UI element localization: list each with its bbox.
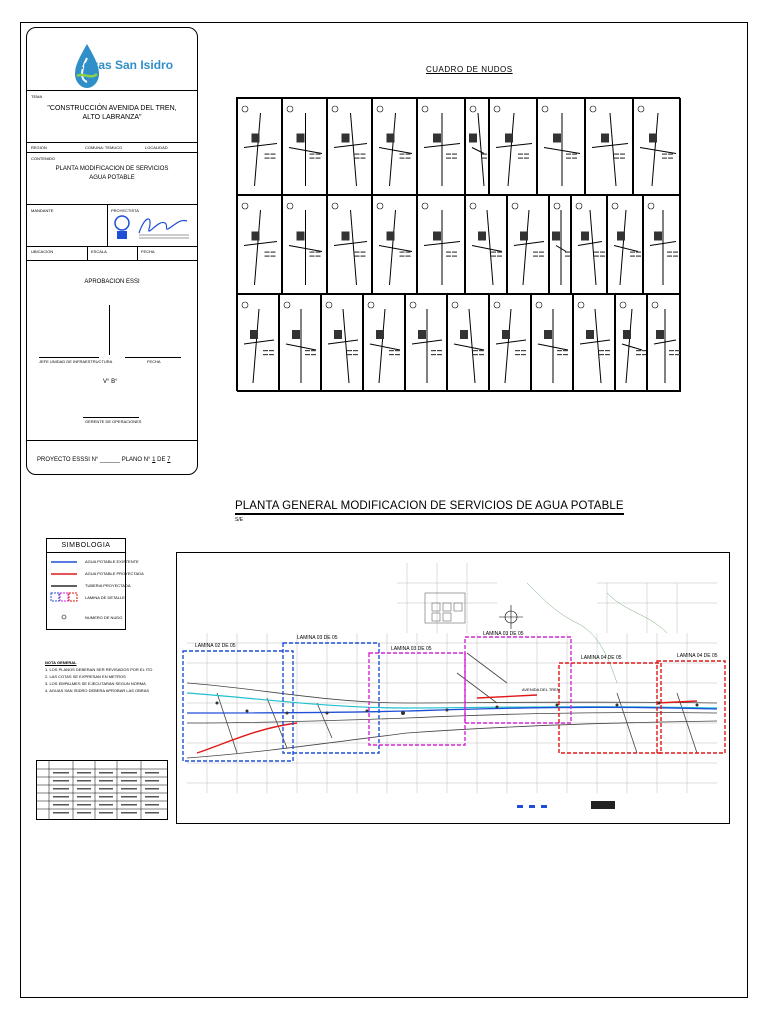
nudo-cell <box>643 195 681 294</box>
ubicacion-row: UBICACION ESCALA FECHA <box>27 246 197 260</box>
plan-drawing <box>176 552 730 824</box>
professional-seal-icon <box>111 213 133 241</box>
nudo-cell <box>549 195 571 294</box>
lamina-label: LAMINA 03 DE 05 <box>391 646 432 652</box>
nudo-cell <box>405 294 447 392</box>
nudo-cell <box>417 98 465 195</box>
street-label: AVENIDA DEL TREN <box>522 687 560 692</box>
brand-name: Aguas San Isidro <box>75 58 174 72</box>
mandante-section: MANDANTE PROYECTISTA <box>27 204 197 246</box>
nudo-cell <box>615 294 647 392</box>
lamina-label: LAMINA 04 DE 05 <box>581 655 622 661</box>
nudo-cell <box>372 195 417 294</box>
nudo-cell <box>537 98 585 195</box>
contenido-section: CONTENIDO PLANTA MODIFICACION DE SERVICIOS AGUA POTABLE <box>27 152 197 204</box>
title-block <box>26 27 198 475</box>
nudo-cell <box>237 294 279 392</box>
nota-general: NOTA GENERAL 1. LOS PLANOS DEBERAN SER REVISADOS POR EL ITO 2. LAS COTAS SE EXPRESAN EN METROS 3. LOS EMPALMES SE EJECUTARAN SEGUN NORMA 4. AGUAS SAN ISIDRO DEBERA APROBAR LAS OBRAS <box>45 660 153 693</box>
nudos-table <box>236 97 680 391</box>
proyecto-row: PROYECTO ESSSI N° ______ PLANO N° 1 DE 7 <box>27 440 197 475</box>
nudo-cell <box>321 294 363 392</box>
nudo-cell <box>465 195 507 294</box>
nudo-cell <box>489 98 537 195</box>
nudo-cell <box>372 98 417 195</box>
nudo-cell <box>571 195 607 294</box>
project-name: "CONSTRUCCIÓN AVENIDA DEL TREN, <box>47 105 177 112</box>
simbologia-legend: SIMBOLOGIA AGUA POTABLE EXISTENTE AGUA POTABLE PROYECTADA TUBERIA PROYECTADA LAMINA DE DETALLE NUMERO DE NUDO <box>46 538 126 630</box>
scale-bar <box>517 805 547 808</box>
lamina-label: LAMINA 03 DE 05 <box>297 635 338 641</box>
nudo-cell <box>237 195 282 294</box>
nudos-title: CUADRO DE NUDOS <box>426 65 513 74</box>
aprobacion-section: APROBACION ESSI JEFE UNIDAD DE INFRAESTRUCTURA FECHA V° B° GERENTE DE OPERACIONES <box>27 260 197 440</box>
nudo-cell <box>282 98 327 195</box>
nudo-cell <box>327 195 372 294</box>
nudo-cell <box>279 294 321 392</box>
nudo-cell <box>507 195 549 294</box>
nudo-cell <box>633 98 681 195</box>
coordinates-table <box>36 760 168 820</box>
nudo-cell <box>531 294 573 392</box>
nudo-cell <box>489 294 531 392</box>
signature-icon <box>135 211 193 241</box>
plan-scale: S/E <box>235 517 244 523</box>
lamina-label: LAMINA 04 DE 05 <box>677 653 718 659</box>
lamina-label: LAMINA 03 DE 05 <box>483 631 524 637</box>
tema-section: TEMA "CONSTRUCCIÓN AVENIDA DEL TREN, ALTO LABRANZA" <box>27 90 197 142</box>
nudo-cell <box>237 98 282 195</box>
nudo-cell <box>363 294 405 392</box>
location-row: REGION COMUNA: TEMUCO LOCALIDAD <box>27 142 197 152</box>
nudo-cell <box>647 294 681 392</box>
site-plan-svg <box>177 553 729 823</box>
nudo-cell <box>585 98 633 195</box>
nudo-cell <box>447 294 489 392</box>
nudo-cell <box>417 195 465 294</box>
north-arrow-icon <box>499 605 523 629</box>
nudo-cell <box>607 195 643 294</box>
lamina-label: LAMINA 02 DE 05 <box>195 643 236 649</box>
nudo-cell <box>282 195 327 294</box>
nudo-cell <box>573 294 615 392</box>
nudo-cell <box>327 98 372 195</box>
plan-title: PLANTA GENERAL MODIFICACION DE SERVICIOS DE AGUA POTABLE <box>235 500 624 515</box>
nudo-cell <box>465 98 489 195</box>
